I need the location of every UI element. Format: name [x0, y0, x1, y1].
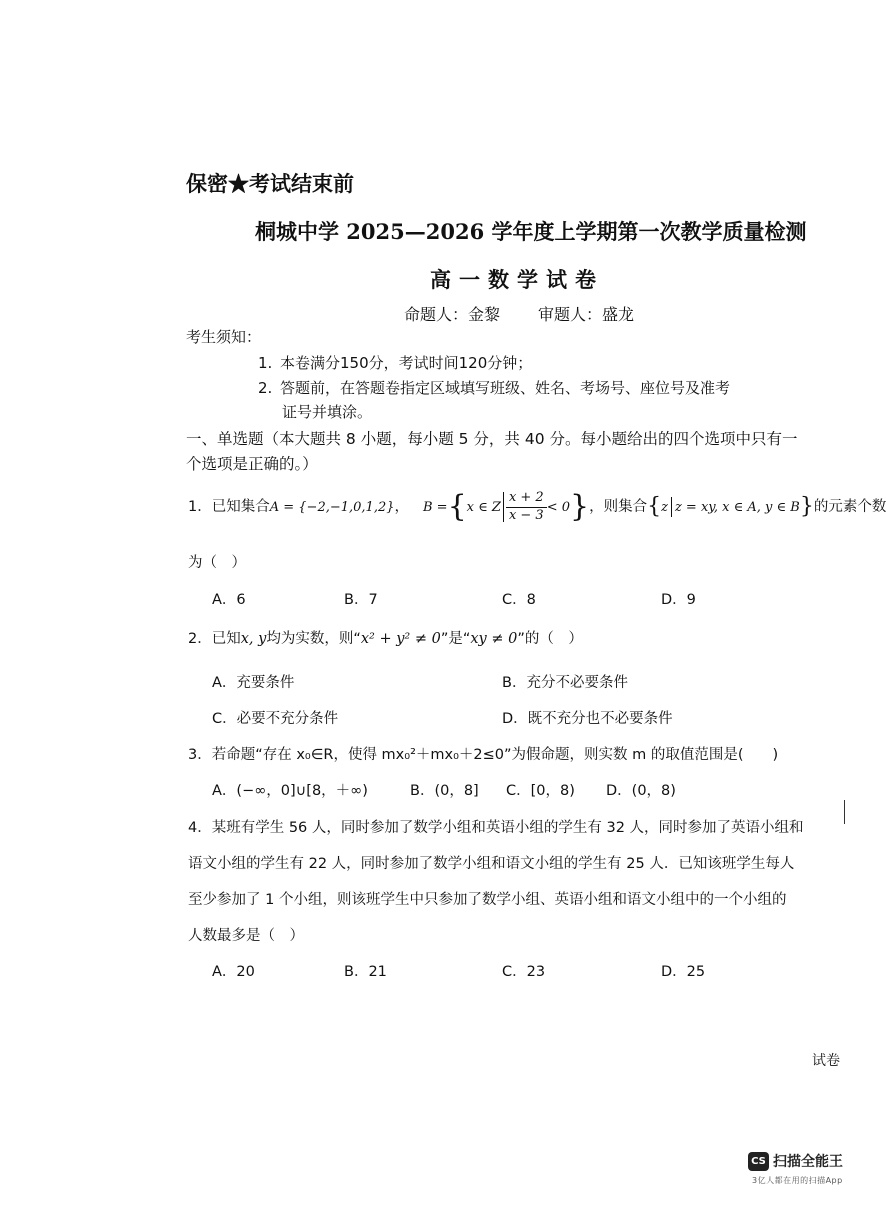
option-a: A．充要条件	[212, 675, 295, 691]
option-c: C．8	[502, 592, 536, 608]
set-a: A = {−2,−1,0,1,2}	[269, 500, 395, 515]
option-c: C．必要不充分条件	[212, 711, 339, 727]
question-4-line: 4．某班有学生 56 人，同时参加了数学小组和英语小组的学生有 32 人，同时参加了英语小组和	[188, 820, 804, 836]
fraction: $\frac{x + 2}{x - 3}$	[506, 490, 547, 524]
option-b: B．7	[344, 592, 378, 608]
option-d: D．既不充分也不必要条件	[502, 711, 673, 727]
camscanner-app-name: 扫描全能王	[773, 1154, 843, 1170]
section-heading-line1: 一、单选题（本大题共 8 小题，每小题 5 分，共 40 分。每小题给出的四个选项中只有一	[186, 430, 798, 448]
question-4-line: 至少参加了 1 个小组，则该班学生中只参加了数学小组、英语小组和语文小组中的一个小组的	[188, 892, 787, 908]
question-2: 2．已知x, y均为实数，则“x² + y² ≠ 0”是“xy ≠ 0”的（ ）	[188, 631, 583, 647]
option-b: B．21	[344, 964, 387, 980]
reviewer-name: 审题人：盛龙	[538, 305, 635, 324]
question-4-line: 语文小组的学生有 22 人，同时参加了数学小组和语文小组的学生有 25 人．已知该班学生每人	[188, 856, 795, 872]
question-1: 1．已知集合A = {−2,−1,0,1,2}， B ={x ∈ Z $\frac{x + 2}{x - 3}$ < 0}，则集合{z z = xy, x ∈ A, y ∈ B}的元素个数	[188, 489, 886, 524]
option-d: D．25	[661, 964, 706, 980]
notice-rule: 2. 答题前，在答题卷指定区域填写班级、姓名、考场号、座位号及准考	[258, 379, 731, 397]
option-a: A．20	[212, 964, 255, 980]
notice-rule-continued: 证号并填涂。	[282, 403, 373, 421]
exam-subtitle: 高一数学试卷	[430, 267, 604, 292]
camscanner-slogan: 3亿人都在用的扫描App	[752, 1176, 843, 1185]
scan-margin-mark	[844, 800, 845, 824]
notice-heading: 考生须知：	[186, 328, 262, 346]
question-3: 3．若命题“存在 x₀∈R，使得 mx₀²＋mx₀＋2≤0”为假命题，则实数 m 的取值范围是( )	[188, 747, 779, 763]
option-b: B．(0，8]	[410, 783, 479, 799]
notice-rule: 1. 本卷满分150分，考试时间120分钟；	[258, 354, 533, 372]
question-4-line: 人数最多是（ ）	[188, 928, 304, 944]
option-a: A．(−∞，0]∪[8，＋∞)	[212, 783, 368, 799]
question-1-line2: 为（ ）	[188, 555, 246, 571]
authors-line	[404, 302, 634, 325]
section-heading-line2: 个选项是正确的。）	[186, 455, 318, 473]
option-c: C．[0，8)	[506, 783, 575, 799]
setter-name: 命题人：金黎	[404, 305, 501, 324]
confidential-label: 保密★考试结束前	[186, 171, 354, 196]
page-footer-label: 试卷	[812, 1053, 840, 1069]
option-b: B．充分不必要条件	[502, 675, 628, 691]
option-a: A．6	[212, 592, 246, 608]
camscanner-logo-icon: CS	[748, 1152, 769, 1171]
option-d: D．9	[661, 592, 696, 608]
exam-title: 桐城中学 2025—2026 学年度上学期第一次教学质量检测	[255, 219, 807, 244]
option-d: D．(0，8)	[606, 783, 676, 799]
option-c: C．23	[502, 964, 546, 980]
